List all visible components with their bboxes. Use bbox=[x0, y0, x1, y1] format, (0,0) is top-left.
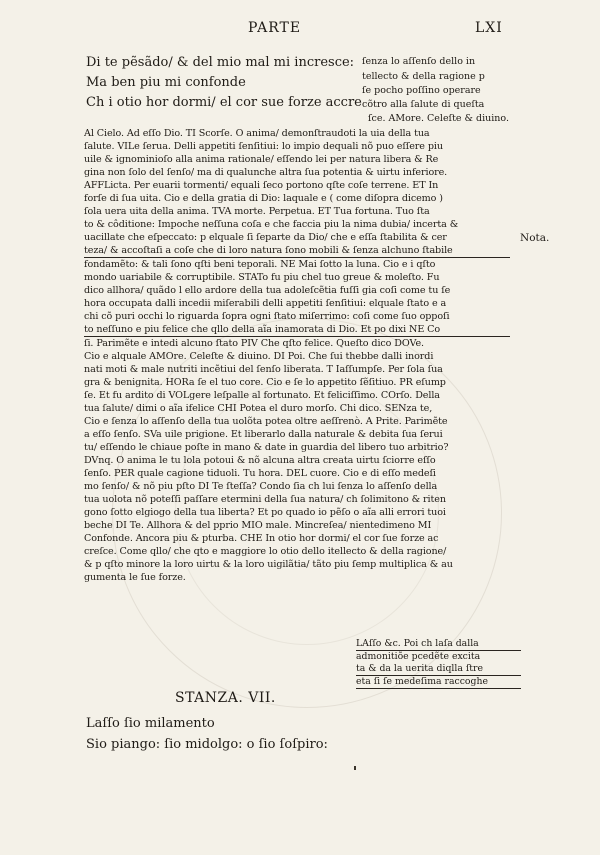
verse-line: Di te pẽsãdo/ & del mio mal mi incresce: bbox=[86, 55, 355, 70]
commentary-line: beche DI Te. Allhora & del pprio MIO male. Mincreſea/ nientedimeno MI bbox=[84, 520, 432, 531]
commentary-line: a eſſo ſenſo. SVa uile prigione. Et liberarlo dalla naturale & debita ſua ſerui bbox=[84, 429, 443, 440]
margin-note: Nota. bbox=[520, 232, 550, 244]
commentary-line: AFFLicta. Per euarii tormenti/ equali ſeco portono qſte coſe terrene. ET In bbox=[84, 180, 439, 191]
commentary-block bbox=[84, 127, 510, 584]
commentary-line: to & côditione: Impoche neſſuna coſa e che faccia piu la nima dubia/ incerta & bbox=[84, 219, 459, 230]
stanza-gloss bbox=[356, 638, 521, 689]
commentary-line: ſola uera uita della anima. TVA morte. Perpetua. ET Tua fortuna. Tuo ſta bbox=[84, 206, 430, 217]
stanza-gloss-line: eta ſi ſe medeſima raccoghe bbox=[356, 676, 521, 689]
commentary-line: DVnq. O anima le tu lola potoui & nõ alcuna altra creata uirtu ſciorre eſſo bbox=[84, 455, 436, 466]
commentary-line: chi cõ puri occhi lo riguarda ſopra ogni ſtato miſerrimo: coſi come ſuo oppoſi bbox=[84, 311, 450, 322]
commentary-line: dico allhora/ quãdo l ello ardore della tua adoleſcẽtia fuſſi gia coſi come tu ſe bbox=[84, 285, 451, 296]
gloss-line: tellecto & della ragione p bbox=[362, 71, 485, 82]
stanza-verse-line: Sio piango: ſio midolgo: o ſio ſoſpiro: bbox=[86, 737, 328, 752]
commentary-line: uile & ignominioſo alla anima rationale/ eſſendo lei per natura libera & Re bbox=[84, 154, 439, 165]
commentary-line: & p qſto minore la loro uirtu & la loro uigilãtia/ tãto piu ſemp multiplica & au bbox=[84, 559, 453, 570]
gloss-line: ſenza lo aſſenſo dello in bbox=[362, 56, 476, 67]
commentary-line: ſi. Parimẽte e intedi alcuno ſtato PIV Che qſto felice. Queſto dico DOVe. bbox=[84, 338, 424, 349]
gloss-line: cõtro alla ſalute di queſta bbox=[362, 99, 485, 110]
commentary-line: mo ſenſo/ & nõ piu pſto DI Te ſteſſa? Condo ſia ch lui ſenza lo aſſenſo della bbox=[84, 481, 438, 492]
stanza-gloss-line: LAſſo &c. Poi ch laſa dalla bbox=[356, 638, 521, 651]
commentary-line: fondamẽto: & tali ſono qſti beni teporali. NE Mai ſotto la luna. Cio e i qſto bbox=[84, 259, 436, 270]
commentary-line: forſe di ſua uita. Cio e della gratia di Dio: laquale e ( come diſopra dicemo ) bbox=[84, 193, 443, 204]
running-title: PARTE bbox=[248, 20, 302, 36]
commentary-line: gina non ſolo del ſenſo/ ma di qualunche altra ſua potentia & uirtu inferiore. bbox=[84, 167, 448, 178]
commentary-line: tu/ eſſendo le chiaue poſte in mano & date in guardia del libero tuo arbitrio? bbox=[84, 442, 449, 453]
running-head bbox=[0, 20, 600, 44]
commentary-line: Cio e ſenza lo aſſenſo della tua uolõta potea oltre aeſſrenò. A Prite. Parimẽte bbox=[84, 416, 448, 427]
commentary-line: to neſſuno e piu felice che qllo della aĩa inamorata di Dio. Et po dixi NE Co bbox=[84, 323, 510, 337]
gloss-line: ſce. AMore. Celeſte & diuino. bbox=[368, 113, 509, 124]
gloss-line: ſe pocho poſſino operare bbox=[362, 85, 481, 96]
commentary-line: hora occupata dalli incedii miſerabili delli appetiti ſenſitiui: elquale ſtato e a bbox=[84, 298, 447, 309]
stanza-gloss-line: ta & da la uerita diqlla ſtre bbox=[356, 663, 521, 676]
commentary-line: uacillate che eſpeccato: p elquale ſi ſeparte da Dio/ che e eſſa ſtabilita & cer bbox=[84, 232, 447, 243]
commentary-line: mondo uariabile & corruptibile. STATo fu piu chel tuo greue & moleſto. Fu bbox=[84, 272, 440, 283]
commentary-line: gumenta le ſue forze. bbox=[84, 572, 186, 583]
commentary-line: gono ſotto elgiogo della tua liberta? Et po quado io pẽſo o aĩa alli errori tuoi bbox=[84, 507, 446, 518]
commentary-line: Al Cielo. Ad eſſo Dio. TI Scorſe. O anima/ demonſtraudoti la uia della tua bbox=[84, 128, 430, 139]
commentary-line: ſalute. VILe ſerua. Delli appetiti ſenſitiui: lo impio dequali nõ puo eſſere piu bbox=[84, 141, 443, 152]
commentary-line: nati moti & male nutriti incẽtiui del ſenſo liberata. T Iaſſumpſe. Per ſola ſua bbox=[84, 364, 443, 375]
stanza-gloss-line: admonitiõe pcedẽte excita bbox=[356, 651, 481, 662]
commentary-line: gra & benignita. HORa ſe el tuo core. Cio e ſe lo appetito ſẽſitiuo. PR eſump bbox=[84, 377, 446, 388]
commentary-line: Cio e alquale AMOre. Celeſte & diuino. DI Poi. Che ſui thebbe dalli inordi bbox=[84, 351, 434, 362]
commentary-line: tua uolota nõ poteſſi paſſare etermini della ſua natura/ ch ſolimitono & riten bbox=[84, 494, 446, 505]
verse-line: Ma ben piu mi confonde bbox=[86, 75, 246, 90]
commentary-line: tua ſalute/ dimi o aĩa ifelice CHI Potea el duro morſo. Chi dico. SENza te, bbox=[84, 403, 433, 414]
commentary-line: teza/ & accoſtaſi a coſe che di loro natura ſono mobili & ſenza alchuno ſtabile bbox=[84, 244, 510, 258]
commentary-line: ſenſo. PER quale cagione tiduoli. Tu hora. DEL cuore. Cio e di eſſo medeſi bbox=[84, 468, 436, 479]
verse-line: Ch i otio hor dormi/ el cor sue forze accre bbox=[86, 95, 362, 110]
ink-mark bbox=[354, 766, 356, 770]
stanza-heading: STANZA. VII. bbox=[175, 690, 276, 706]
folio-number: LXI bbox=[475, 20, 503, 36]
commentary-line: creſce. Come qllo/ che qto e maggiore lo otio dello itellecto & della ragione/ bbox=[84, 546, 447, 557]
commentary-line: ſe. Et fu ardito di VOLgere leſpalle al fortunato. Et feliciſſimo. COrſo. Della bbox=[84, 390, 440, 401]
commentary-line: Confonde. Ancora piu & pturba. CHE In otio hor dormi/ el cor ſue forze ac bbox=[84, 533, 439, 544]
stanza-verse-line: Laſſo ſio milamento bbox=[86, 716, 215, 731]
